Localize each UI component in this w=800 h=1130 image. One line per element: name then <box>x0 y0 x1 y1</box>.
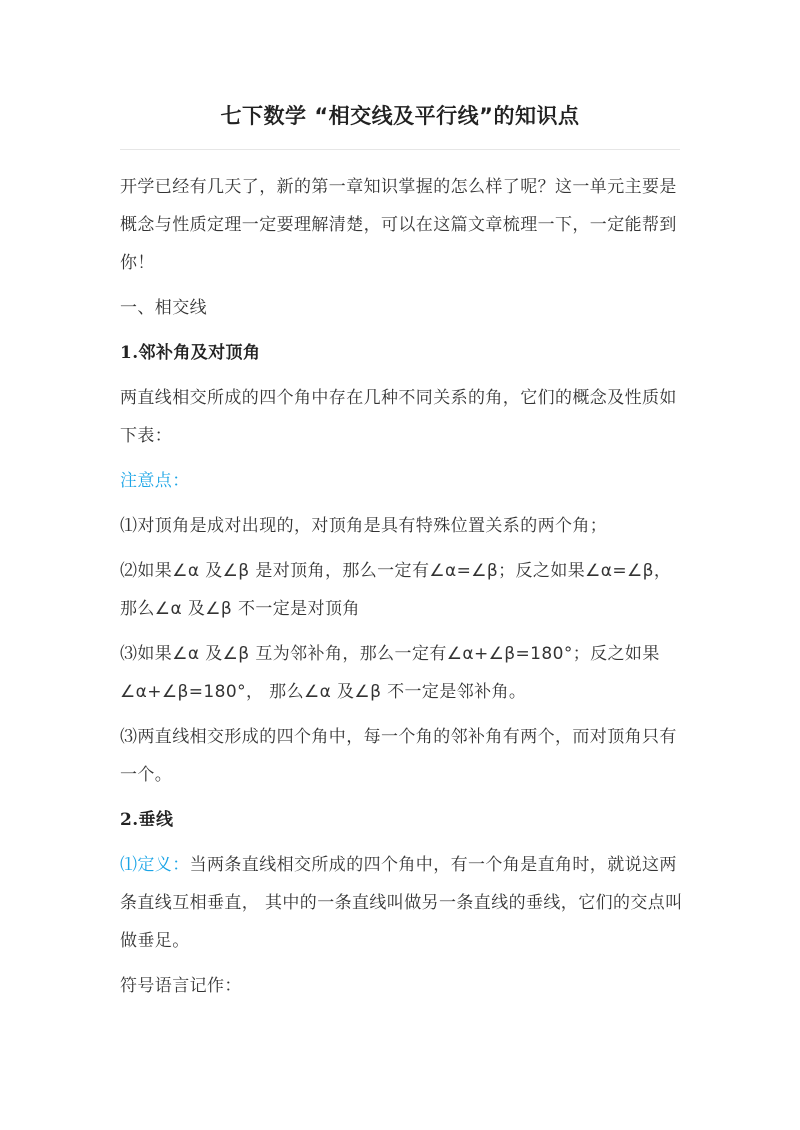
subheading-perpendicular: 2.垂线 <box>120 810 174 830</box>
article-body <box>120 168 686 1012</box>
section-heading-intersecting-lines: 一、相交线 <box>120 298 207 318</box>
note-label: 注意点： <box>120 471 190 491</box>
subheading-adjacent-vertical-angles: 1.邻补角及对顶角 <box>120 343 261 363</box>
definition-label: ⑴定义： <box>120 855 190 875</box>
note-item-4: ⑶两直线相交形成的四个角中，每一个角的邻补角有两个，而对顶角只有一个。 <box>120 727 677 785</box>
page-title: 七下数学 “相交线及平行线”的知识点 <box>220 104 580 128</box>
note-item-1: ⑴对顶角是成对出现的，对顶角是具有特殊位置关系的两个角； <box>120 516 608 536</box>
angles-paragraph: 两直线相交所成的四个角中存在几种不同关系的角，它们的概念及性质如下表： <box>120 388 677 446</box>
definition-text: 当两条直线相交所成的四个角中，有一个角是直角时，就说这两条直线互相垂直， 其中的一条直线叫做另一条直线的垂线，它们的交点叫做垂足。 <box>120 855 683 951</box>
note-item-2: ⑵如果∠α 及∠β 是对顶角，那么一定有∠α=∠β；反之如果∠α=∠β，那么∠α 及∠β 不一定是对顶角 <box>120 561 672 619</box>
note-item-3: ⑶如果∠α 及∠β 互为邻补角，那么一定有∠α+∠β=180°；反之如果∠α+∠β=180°， 那么∠α 及∠β 不一定是邻补角。 <box>120 644 660 702</box>
title-divider <box>120 149 680 150</box>
definition-paragraph <box>120 846 686 960</box>
intro-paragraph: 开学已经有几天了，新的第一章知识掌握的怎么样了呢？这一单元主要是概念与性质定理一定要理解清楚，可以在这篇文章梳理一下，一定能帮到你！ <box>120 177 677 273</box>
symbol-notation-line: 符号语言记作： <box>120 976 242 996</box>
